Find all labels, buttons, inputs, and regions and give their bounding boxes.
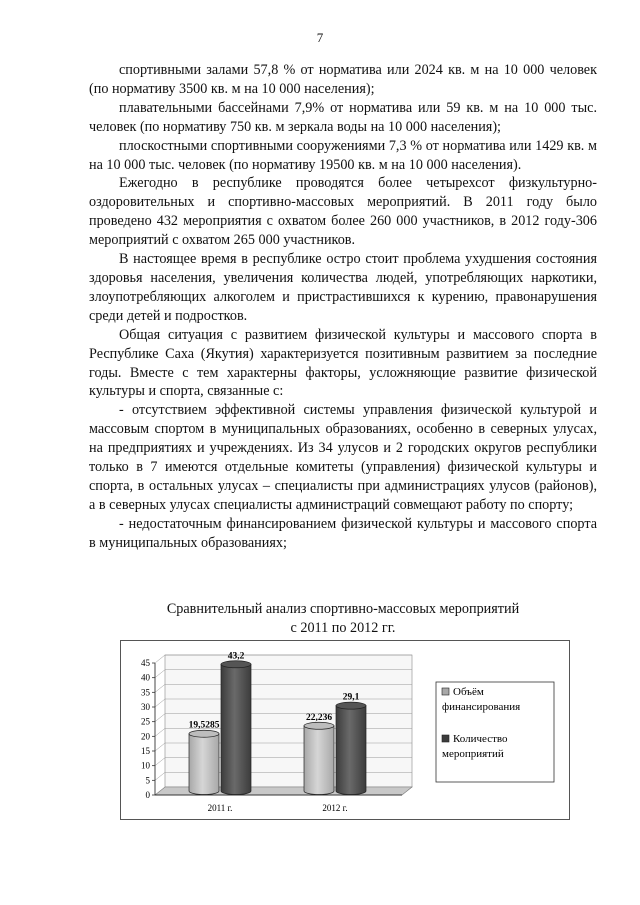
data-label: 19,5285 <box>188 720 220 731</box>
bar-cylinder <box>304 726 334 795</box>
paragraph: Общая ситуация с развитием физической культуры и массового спорта в Республике Саха (Якутия) характеризуется позитивным развитием за последние годы. Вместе с тем характерны факторы, усложняющие развитие физической культуры и спорта, связанные с: <box>89 326 597 400</box>
y-tick-label: 25 <box>141 716 150 727</box>
y-tick-label: 35 <box>141 687 150 698</box>
paragraph: Ежегодно в республике проводятся более четырехсот физкультурно-оздоровительных и спортивно-массовых мероприятий. В 2011 году было проведено 432 мероприятия с охватом более 260 000 участников, в 2012 году-306 мероприятий с охватом 265 000 участников. <box>89 175 597 249</box>
legend-label: Количество <box>453 733 508 745</box>
bar-cylinder <box>189 734 219 795</box>
y-tick-label: 20 <box>141 731 150 742</box>
chart-title-line: Сравнительный анализ спортивно-массовых мероприятий <box>166 601 520 617</box>
legend-swatch <box>442 735 449 742</box>
bar-top <box>189 730 219 737</box>
chart-title <box>89 600 597 638</box>
legend-label: Объём <box>453 686 484 698</box>
paragraph: - отсутствием эффективной системы управления физической культурой и массовым спортом в муниципальных образованиях, особенно в северных улусах, на предприятиях и учреждениях. Из 34 улусов и 2 городских округов республики только в 7 имеются отдельные комитеты (управления) физической культуры и спорта, в остальных улусах – специалисты при администрациях улусов (районов), а в северных улусах специалисты администраций совмещают работу по спорту; <box>89 402 597 513</box>
bar-chart <box>120 640 570 820</box>
paragraph: плоскостными спортивными сооружениями 7,3 % от норматива или 1429 кв. м на 10 000 тыс. человек (по нормативу 19500 кв. м на 10 000 населения). <box>89 137 597 173</box>
paragraph: плавательными бассейнами 7,9% от норматива или 59 кв. м на 10 000 тыс. человек (по нормативу 750 кв. м зеркала воды на 10 000 населения); <box>89 99 597 135</box>
x-tick-label: 2011 г. <box>207 803 233 813</box>
paragraph: В настоящее время в республике остро стоит проблема ухудшения состояния здоровья населения, увеличения количества людей, употребляющих наркотики, злоупотребляющих алкоголем и пристрастившихся к курению, правонарушения среди детей и подростков. <box>89 251 597 324</box>
chart-title-line: с 2011 по 2012 гг. <box>290 620 396 636</box>
y-tick-label: 10 <box>141 760 150 771</box>
bar-top <box>336 702 366 709</box>
x-tick-label: 2012 г. <box>322 803 348 813</box>
bar-cylinder <box>336 706 366 795</box>
y-tick-label: 15 <box>141 746 150 756</box>
legend-label: финансирования <box>442 701 521 713</box>
bar-cylinder <box>221 664 251 794</box>
y-tick-label: 30 <box>141 702 150 712</box>
paragraph: - недостаточным финансированием физической культуры и массового спорта в муниципальных образованиях; <box>89 515 597 551</box>
paragraph: спортивными залами 57,8 % от норматива или 2024 кв. м на 10 000 человек (по нормативу 3500 кв. м на 10 000 населения); <box>89 62 597 97</box>
page-number: 7 <box>316 30 324 45</box>
y-tick-label: 40 <box>141 672 150 683</box>
bar-top <box>221 661 251 668</box>
y-tick-label: 45 <box>141 658 150 668</box>
y-tick-label: 5 <box>145 775 150 786</box>
legend-swatch <box>442 688 449 695</box>
y-tick-label: 0 <box>145 790 150 800</box>
data-label: 22,236 <box>305 712 333 723</box>
legend-label: мероприятий <box>442 748 504 760</box>
body-text <box>89 61 597 553</box>
data-label: 29,1 <box>342 692 360 703</box>
bar-top <box>304 722 334 729</box>
data-label: 43,2 <box>227 651 245 662</box>
